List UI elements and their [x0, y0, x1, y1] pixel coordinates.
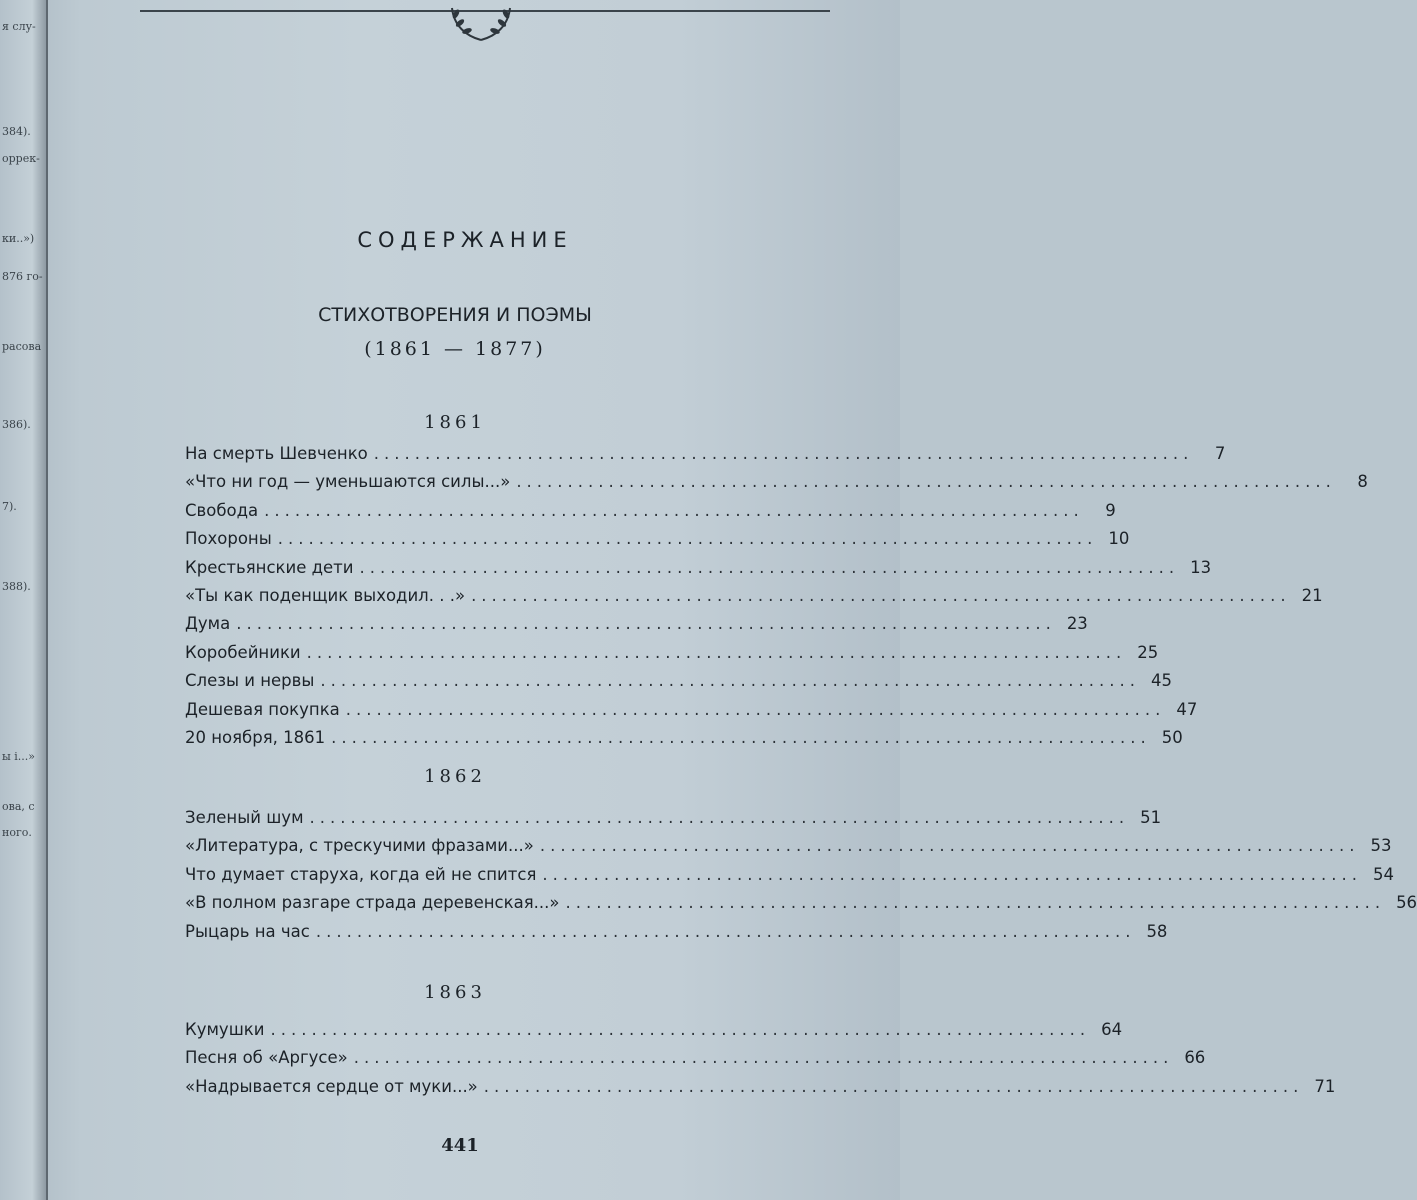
leader-dots: ................................................................................: [516, 472, 1336, 492]
toc-entry[interactable]: [185, 1076, 1336, 1105]
entry-page: 23: [1066, 614, 1088, 634]
toc-entry[interactable]: [185, 642, 1159, 671]
toc-entry[interactable]: [185, 671, 1172, 699]
leader-dots: ................................................................................: [277, 529, 1098, 549]
entry-page: 10: [1108, 529, 1130, 549]
left-page-fragment: 388).: [2, 580, 31, 593]
toc-entry[interactable]: [185, 444, 1226, 472]
entry-page: 51: [1140, 808, 1162, 827]
leader-dots: ................................................................................: [306, 642, 1127, 662]
entry-title: Дешевая покупка: [185, 699, 340, 719]
entry-title: «В полном разгаре страда деревенская...»: [185, 893, 560, 913]
year-heading-1862: 1862: [424, 766, 486, 787]
toc-group-1861: [185, 444, 1368, 756]
leader-dots: ................................................................................: [270, 1020, 1091, 1039]
leader-dots: ................................................................................: [331, 727, 1151, 747]
left-page-fragment: оррек-: [2, 152, 40, 165]
section-title: СТИХОТВОРЕНИЯ И ПОЭМЫ: [318, 304, 592, 326]
left-page-fragment: 7).: [2, 500, 17, 513]
entry-page: 9: [1105, 500, 1116, 520]
entry-title: Дума: [185, 614, 231, 634]
entry-title: Зеленый шум: [185, 808, 304, 827]
leader-dots: ................................................................................: [539, 836, 1360, 856]
entry-page: 47: [1176, 699, 1198, 719]
entry-page: 13: [1190, 557, 1212, 577]
entry-page: 50: [1161, 727, 1183, 747]
toc-entry[interactable]: [185, 836, 1392, 864]
toc-group-1863: [185, 1020, 1336, 1105]
toc-entry[interactable]: [185, 557, 1212, 586]
entry-title: 20 ноября, 1861: [185, 727, 326, 747]
year-heading-1861: 1861: [424, 412, 486, 433]
left-page-edge: [0, 0, 48, 1200]
entry-title: Что думает старуха, когда ей не спится: [185, 864, 537, 884]
entry-page: 53: [1370, 836, 1392, 856]
leader-dots: ................................................................................: [315, 921, 1136, 941]
entry-title: Коробейники: [185, 642, 301, 662]
left-page-fragment: я слу-: [2, 20, 36, 33]
entry-title: На смерть Шевченко: [185, 444, 368, 463]
leader-dots: ................................................................................: [353, 1048, 1174, 1068]
leader-dots: ................................................................................: [309, 808, 1130, 827]
page-number: 441: [441, 1135, 479, 1156]
entry-title: «Надрывается сердце от муки...»: [185, 1076, 478, 1096]
entry-page: 66: [1184, 1048, 1206, 1068]
leader-dots: ................................................................................: [565, 893, 1386, 913]
toc-entry[interactable]: [185, 864, 1394, 893]
left-page-fragment: ова, с: [2, 800, 35, 813]
toc-entry[interactable]: [185, 614, 1088, 642]
left-page-fragment: 384).: [2, 125, 31, 138]
left-page-fragment: 876 го-: [2, 270, 43, 283]
section-years: (1861 — 1877): [364, 338, 546, 360]
entry-title: Похороны: [185, 529, 272, 549]
toc-entry[interactable]: [185, 921, 1168, 950]
left-page-fragment: расова: [2, 340, 42, 353]
leader-dots: ................................................................................: [483, 1076, 1304, 1096]
entry-page: 71: [1314, 1076, 1336, 1096]
leader-dots: ................................................................................: [542, 864, 1362, 884]
entry-title: Слезы и нервы: [185, 671, 315, 691]
leader-dots: ................................................................................: [359, 557, 1180, 577]
entry-title: Песня об «Аргусе»: [185, 1048, 348, 1068]
leader-dots: ................................................................................: [320, 671, 1140, 691]
toc-group-1862: [185, 808, 1417, 950]
entry-page: 7: [1214, 444, 1226, 463]
entry-title: «Ты как поденщик выходил. . .»: [185, 585, 466, 605]
toc-entry[interactable]: [185, 1048, 1206, 1076]
leader-dots: ................................................................................: [471, 585, 1291, 605]
toc-entry[interactable]: [185, 585, 1323, 614]
contents-heading: СОДЕРЖАНИЕ: [357, 228, 573, 252]
leader-dots: ................................................................................: [264, 500, 1084, 520]
entry-title: Свобода: [185, 500, 259, 520]
toc-entry[interactable]: [185, 727, 1183, 756]
leader-dots: ................................................................................: [345, 699, 1166, 719]
left-page-fragment: ы і...»: [2, 750, 35, 763]
toc-entry[interactable]: [185, 500, 1116, 529]
entry-page: 54: [1372, 864, 1394, 884]
entry-title: Кумушки: [185, 1020, 265, 1039]
left-page-fragment: ки..»): [2, 232, 35, 245]
entry-page: 25: [1137, 642, 1159, 662]
entry-page: 8: [1357, 472, 1368, 492]
entry-page: 58: [1146, 921, 1168, 941]
left-page-fragment: ного.: [2, 826, 32, 839]
entry-title: «Что ни год — уменьшаются силы...»: [185, 472, 511, 492]
entry-title: Рыцарь на час: [185, 921, 310, 941]
leader-dots: ................................................................................: [373, 444, 1194, 463]
toc-entry[interactable]: [185, 808, 1162, 836]
toc-entry[interactable]: [185, 472, 1368, 500]
toc-entry[interactable]: [185, 893, 1417, 921]
year-heading-1863: 1863: [424, 982, 486, 1003]
toc-entry[interactable]: [185, 699, 1198, 728]
leader-dots: ................................................................................: [236, 614, 1056, 634]
entry-page: 56: [1396, 893, 1417, 913]
toc-entry[interactable]: [185, 1020, 1123, 1048]
entry-page: 45: [1151, 671, 1172, 691]
entry-page: 21: [1301, 585, 1323, 605]
entry-title: Крестьянские дети: [185, 557, 354, 577]
entry-page: 64: [1101, 1020, 1123, 1039]
entry-title: «Литература, с трескучими фразами...»: [185, 836, 534, 856]
toc-entry[interactable]: [185, 529, 1130, 557]
left-page-fragment: 386).: [2, 418, 31, 431]
laurel-ornament-icon: [436, 0, 526, 44]
